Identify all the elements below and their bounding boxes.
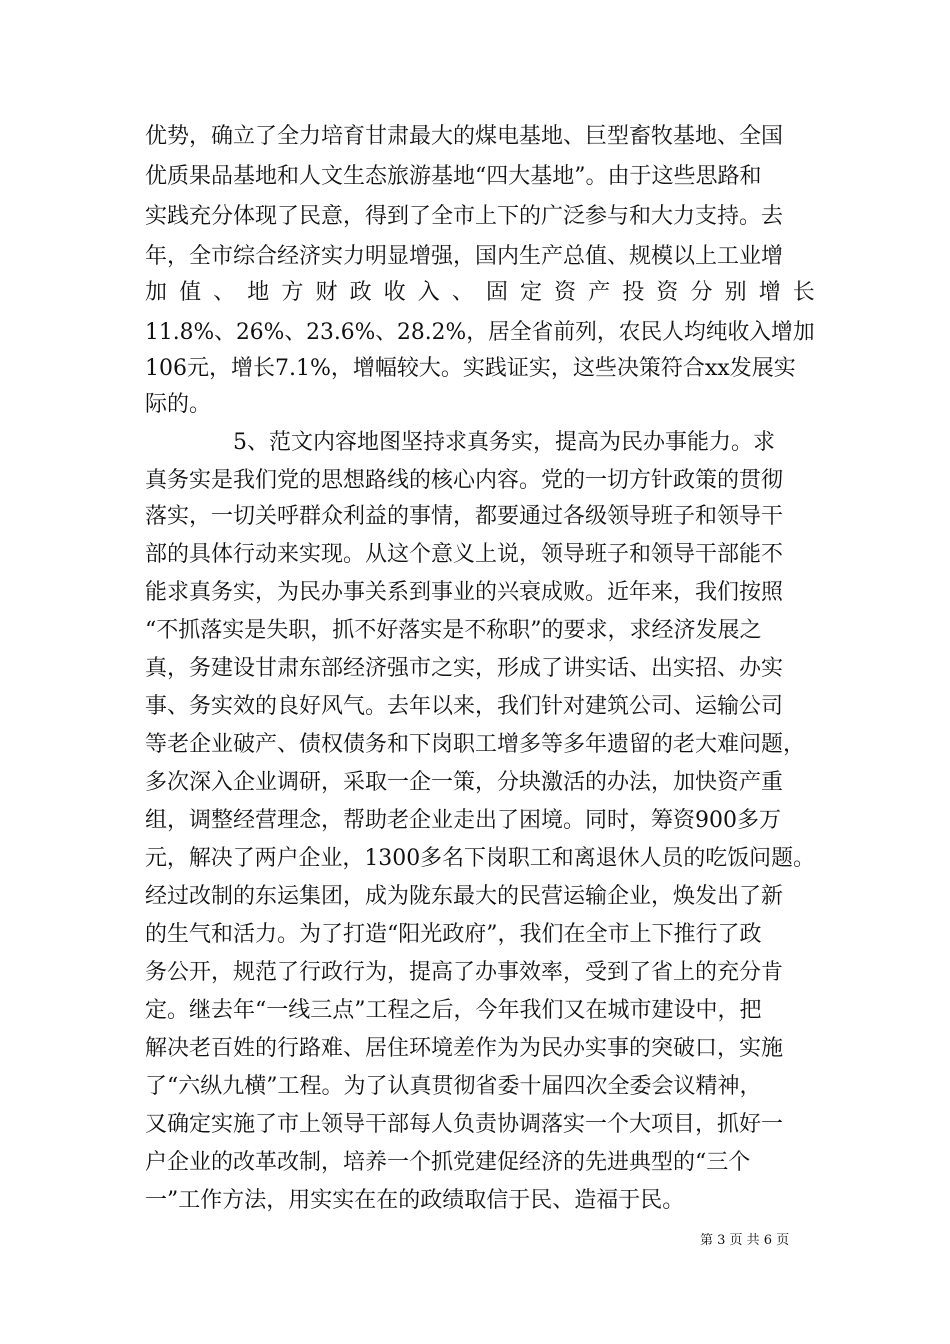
spaced-char: 长 bbox=[792, 280, 815, 305]
text-line: 部的具体行动来实现。从这个意义上说，领导班子和领导干部能不 bbox=[145, 542, 784, 567]
text-line: 际的。 bbox=[145, 392, 212, 417]
text-line: 了“六纵九横”工程。为了认真贯彻省委十届四次全委会议精神， bbox=[145, 1074, 762, 1099]
spaced-char: 资 bbox=[656, 280, 679, 305]
text-line: 优势，确立了全力培育甘肃最大的煤电基地、巨型畜牧基地、全国 bbox=[145, 124, 784, 149]
text-line: 组，调整经营理念，帮助老企业走出了困境。同时，筹资900多万 bbox=[145, 808, 781, 833]
spaced-char: 加 bbox=[145, 280, 168, 305]
text-line: 的生气和活力。为了打造“阳光政府”，我们在全市上下推行了政 bbox=[145, 922, 762, 947]
spaced-char: 收 bbox=[383, 280, 406, 305]
spaced-char: 增 bbox=[758, 280, 781, 305]
text-line: 元，解决了两户企业，1300多名下岗职工和离退休人员的吃饭问题。 bbox=[145, 846, 815, 871]
text-line: 等老企业破产、债权债务和下岗职工增多等多年遗留的老大难问题， bbox=[145, 732, 806, 757]
text-line: 又确定实施了市上领导干部每人负责协调落实一个大项目，抓好一 bbox=[145, 1112, 784, 1137]
text-line: 定。继去年“一线三点”工程之后，今年我们又在城市建设中，把 bbox=[145, 998, 762, 1023]
spaced-char: 、 bbox=[451, 280, 474, 305]
text-line: 务公开，规范了行政行为，提高了办事效率，受到了省上的充分肯 bbox=[145, 960, 784, 985]
text-line: 106元，增长7.1%，增幅较大。实践证实，这些决策符合xx发展实 bbox=[145, 356, 796, 381]
text-line: 多次深入企业调研，采取一企一策，分块激活的办法，加快资产重 bbox=[145, 770, 784, 795]
spaced-char: 产 bbox=[588, 280, 611, 305]
spaced-char: 投 bbox=[622, 280, 645, 305]
text-line: 落实，一切关呼群众利益的事情，都要通过各级领导班子和领导干 bbox=[145, 504, 784, 529]
spaced-char: 入 bbox=[417, 280, 440, 305]
text-line: 能求真务实，为民办事关系到事业的兴衰成败。近年来，我们按照 bbox=[145, 580, 784, 605]
text-line: 真务实是我们党的思想路线的核心内容。党的一切方针政策的贯彻 bbox=[145, 468, 784, 493]
text-line: 年，全市综合经济实力明显增强，国内生产总值、规模以上工业增 bbox=[145, 244, 784, 269]
text-line: 真，务建设甘肃东部经济强市之实，形成了讲实话、出实招、办实 bbox=[145, 656, 784, 681]
text-line: 事、务实效的良好风气。去年以来，我们针对建筑公司、运输公司 bbox=[145, 694, 784, 719]
text-line: 11.8%、26%、23.6%、28.2%，居全省前列，农民人均纯收入增加 bbox=[145, 320, 815, 345]
text-line-spaced bbox=[145, 273, 815, 313]
text-line: 户企业的改革改制，培养一个抓党建促经济的先进典型的“三个 bbox=[145, 1150, 751, 1175]
spaced-char: 分 bbox=[690, 280, 713, 305]
spaced-char: 定 bbox=[520, 280, 543, 305]
text-line: 解决老百姓的行路难、居住环境差作为为民办实事的突破口，实施 bbox=[145, 1036, 784, 1061]
text-line: 实践充分体现了民意，得到了全市上下的广泛参与和大力支持。去 bbox=[145, 204, 784, 229]
spaced-char: 资 bbox=[554, 280, 577, 305]
text-line: 优质果品基地和人文生态旅游基地“四大基地”。由于这些思路和 bbox=[145, 164, 762, 189]
text-line: 5、范文内容地图坚持求真务实，提高为民办事能力。求 bbox=[145, 430, 775, 455]
text-line: 一”工作方法，用实实在在的政绩取信于民、造福于民。 bbox=[145, 1188, 685, 1213]
spaced-char: 别 bbox=[724, 280, 747, 305]
spaced-char: 方 bbox=[281, 280, 304, 305]
spaced-char: 地 bbox=[247, 280, 270, 305]
spaced-char: 政 bbox=[349, 280, 372, 305]
spaced-char: 固 bbox=[485, 280, 508, 305]
spaced-char: 、 bbox=[213, 280, 236, 305]
page-number-footer: 第 3 页 共 6 页 bbox=[700, 1233, 790, 1248]
spaced-char: 财 bbox=[315, 280, 338, 305]
text-line: “不抓落实是失职，抓不好落实是不称职”的要求，求经济发展之 bbox=[145, 618, 762, 643]
text-line: 经过改制的东运集团，成为陇东最大的民营运输企业，焕发出了新 bbox=[145, 884, 784, 909]
spaced-char: 值 bbox=[179, 280, 202, 305]
